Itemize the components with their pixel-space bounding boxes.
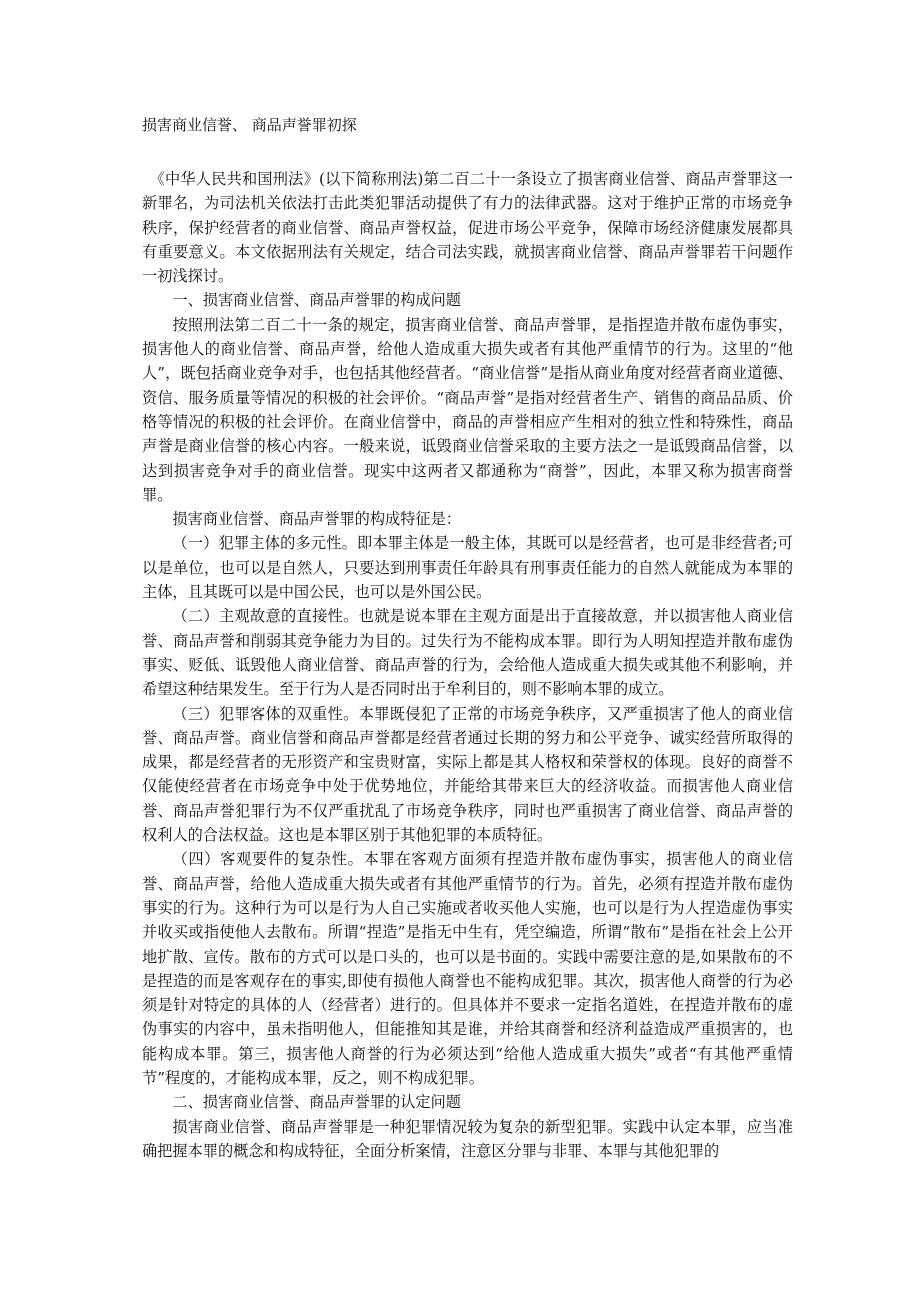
document-title: 损害商业信誉、 商品声誉罪初探 xyxy=(142,116,357,134)
section-heading-1: 一、损害商业信誉、商品声誉罪的构成问题 xyxy=(172,291,461,310)
feature-paragraph-2: （二）主观故意的直接性。也就是说本罪在主观方面是出于直接故意，并以损害他人商业信誉、商品声誉和削弱其竞争能力为目的。过失行为不能构成本罪。即行为人明知捏造并散布虚伪事实、贬低、诋毁他人商业信誉、商品声誉的行为，会给他人造成重大损失或其他不利影响，并希望这种结果发生。至于行为人是否同时出于牟利目的，则不影响本罪的成立。 xyxy=(142,607,793,699)
body-paragraph: 按照刑法第二百二十一条的规定，损害商业信誉、商品声誉罪，是指捏造并散布虚伪事实，损害他人的商业信誉、商品声誉，给他人造成重大损失或者有其他严重情节的行为。这里的“他人”，既包括商业竞争对手，也包括其他经营者。“商业信誉”是指从商业角度对经营者商业道德、资信、服务质量等情况的积极的社会评价。“商品声誉”是指对经营者生产、销售的商品品质、价格等情况的积极的社会评价。在商业信誉中，商品的声誉相应产生相对的独立性和特殊性，商品声誉是商业信誉的核心内容。一般来说，诋毁商业信誉采取的主要方法之一是诋毁商品信誉，以达到损害竞争对手的商业信誉。现实中这两者又都通称为“商誉”，因此，本罪又称为损害商誉罪。 xyxy=(142,315,793,504)
body-paragraph: 损害商业信誉、商品声誉罪是一种犯罪情况较为复杂的新型犯罪。实践中认定本罪，应当准确把握本罪的概念和构成特征，全面分析案情，注意区分罪与非罪、本罪与其他犯罪的 xyxy=(142,1117,793,1160)
feature-paragraph-4: （四）客观要件的复杂性。本罪在客观方面须有捏造并散布虚伪事实，损害他人的商业信誉、商品声誉，给他人造成重大损失或者有其他严重情节的行为。首先，必须有捏造并散布虚伪事实的行为。这种行为可以是行为人自己实施或者收买他人实施，也可以是行为人捏造虚伪事实并收买或指使他人去散布。所谓“捏造”是指无中生有，凭空编造，所谓“散布”是指在社会上公开地扩散、宣传。散布的方式可以是口头的，也可以是书面的。实践中需要注意的是,如果散布的不是捏造的而是客观存在的事实,即使有损他人商誉也不能构成犯罪。其次，损害他人商誉的行为必须是针对特定的具体的人（经营者）进行的。但具体并不要求一定指名道姓，在捏造并散布的虚伪事实的内容中，虽未指明他人，但能推知其是谁，并给其商誉和经济利益造成严重损害的，也能构成本罪。第三，损害他人商誉的行为必须达到“给他人造成重大损失”或者“有其他严重情节”程度的，才能构成本罪，反之，则不构成犯罪。 xyxy=(142,850,793,1087)
document-page xyxy=(142,113,793,1163)
feature-paragraph-3: （三）犯罪客体的双重性。本罪既侵犯了正常的市场竞争秩序，又严重损害了他人的商业信誉、商品声誉。商业信誉和商品声誉都是经营者通过长期的努力和公平竞争、诚实经营所取得的成果，都是经营者的无形资产和宝贵财富，实际上都是其人格权和荣誉权的体现。良好的商誉不仅能使经营者在市场竞争中处于优势地位，并能给其带来巨大的经济收益。而损害他人商业信誉、商品声誉犯罪行为不仅严重扰乱了市场竞争秩序，同时也严重损害了商业信誉、商品声誉的权利人的合法权益。这也是本罪区别于其他犯罪的本质特征。 xyxy=(142,704,793,845)
body-paragraph: 损害商业信誉、商品声誉罪的构成特征是： xyxy=(172,510,461,529)
intro-paragraph: 《中华人民共和国刑法》(以下简称刑法)第二百二十一条设立了损害商业信誉、商品声誉罪这一新罪名，为司法机关依法打击此类犯罪活动提供了有力的法律武器。这对于维护正常的市场竞争秩序，保护经营者的商业信誉、商品声誉权益，促进市场公平竞争，保障市场经济健康发展都具有重要意义。本文依据刑法有关规定，结合司法实践，就损害商业信誉、商品声誉罪若干问题作一初浅探讨。 xyxy=(142,170,793,286)
section-heading-2: 二、损害商业信誉、商品声誉罪的认定问题 xyxy=(172,1093,461,1112)
feature-paragraph-1: （一）犯罪主体的多元性。即本罪主体是一般主体，其既可以是经营者，也可是非经营者;可以是单位，也可以是自然人，只要达到刑事责任年龄具有刑事责任能力的自然人就能成为本罪的主体，且其既可以是中国公民，也可以是外国公民。 xyxy=(142,534,793,602)
